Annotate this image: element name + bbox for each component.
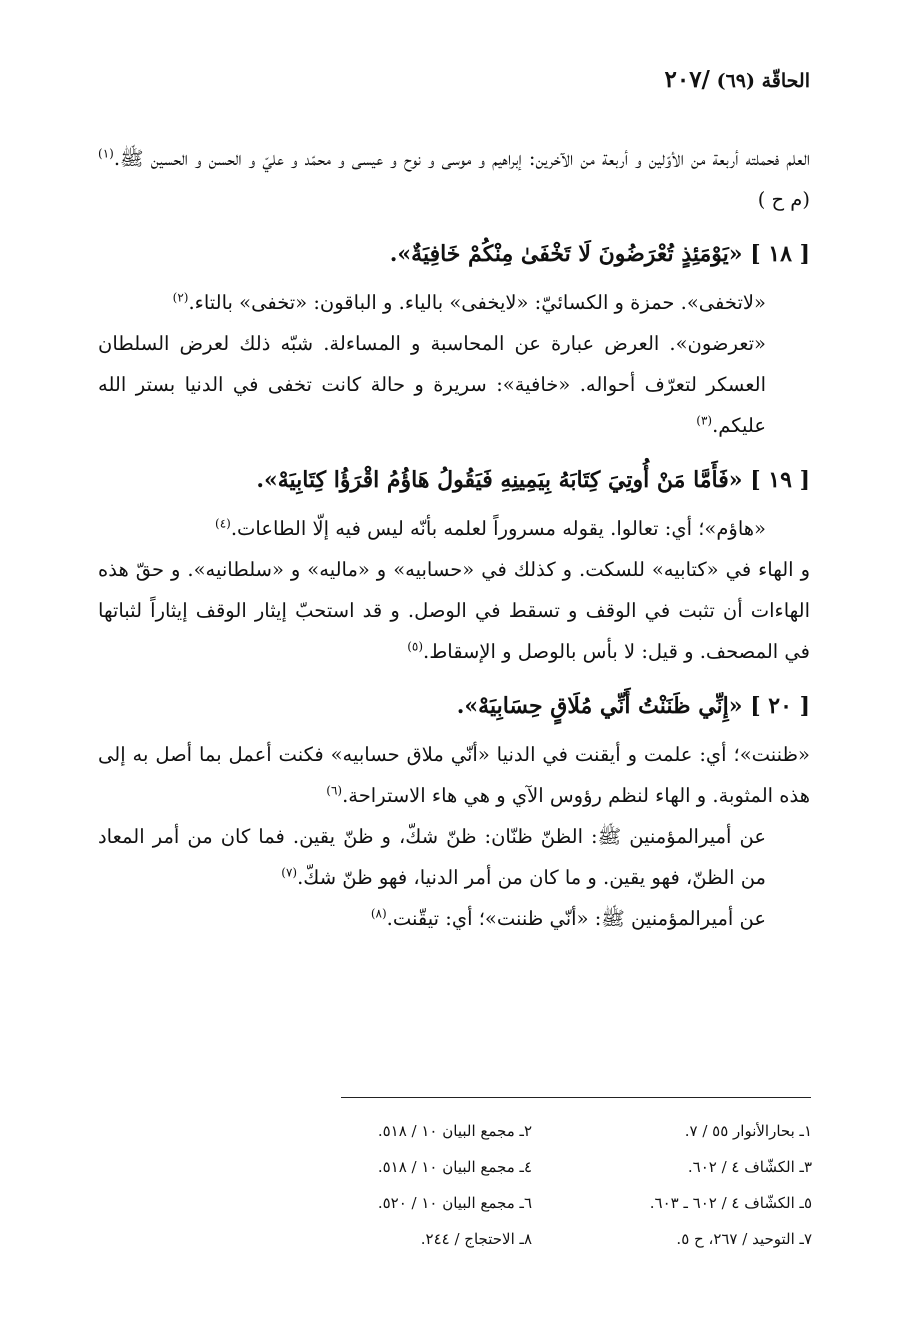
verse-number: [ ١٩ ] xyxy=(750,467,810,493)
footnote-ref: (٢) xyxy=(172,290,189,305)
footnote-item: ٧ـ التوحيد / ٢٦٧، ح ٥. xyxy=(676,1230,812,1248)
verse-heading xyxy=(98,684,810,728)
footnote-item: ٣ـ الكشّاف ٤ / ٦٠٢. xyxy=(687,1158,812,1176)
verse-text: «يَوْمَئِذٍ تُعْرَضُونَ لَا تَخْفَىٰ مِنْكُمْ خَافِيَةٌ». xyxy=(389,241,743,267)
paragraph-text: «ظننت»؛ أي: علمت و أيقنت في الدنيا «أنّي ملاق حسابيه» فكنت أعمل بما أصل به إلى هذه المثوبة. و الهاء لنظم رؤوس الآي و هي هاء الاستراحة. xyxy=(98,743,810,807)
paragraph-text: العلم فحملته أربعة من الأوّلين و أربعة من الآخرين: إبراهيم و موسى و نوح و عيسى و محمّد و عليّ و الحسن و الحسين ﷺ. xyxy=(113,147,810,170)
page-header xyxy=(90,66,810,93)
paragraph-text: و الهاء في «كتابيه» للسكت. و كذلك في «حسابيه» و «ماليه» و «سلطانيه». و حقّ هذه الهاءات أن تثبت في الوقف و تسقط في الوصل. و قد استحبّ إيثار الوقف إيثاراً لثباتها في المصحف. و قيل: لا بأس بالوصل و الإسقاط. xyxy=(98,558,810,663)
footnote-ref: (٧) xyxy=(281,865,298,880)
verse-heading xyxy=(98,458,810,502)
verse-heading xyxy=(98,232,810,276)
paragraph xyxy=(98,282,810,323)
paragraph xyxy=(98,816,810,898)
paragraph xyxy=(98,508,810,549)
footnote-ref: (٥) xyxy=(407,639,424,654)
paragraph-text: «هاؤم»؛ أي: تعالوا. يقوله مسروراً لعلمه بأنّه ليس فيه إلّا الطاعات. xyxy=(230,517,766,540)
footnote-item: ٥ـ الكشّاف ٤ / ٦٠٢ ـ ٦٠٣. xyxy=(649,1194,812,1212)
footnote-ref: (٨) xyxy=(370,906,387,921)
paragraph xyxy=(98,138,810,220)
paragraph-suffix: (م ح ) xyxy=(757,188,810,211)
paragraph-text: «تعرضون». العرض عبارة عن المحاسبة و المساءلة. شبّه ذلك لعرض السلطان العسكر لتعرّف أحواله. «خافية»: سريرة و حالة كانت تخفى في الدنيا بستر الله عليكم. xyxy=(98,332,766,437)
paragraph xyxy=(98,898,810,939)
footnote-item: ١ـ بحارالأنوار ٥٥ / ٧. xyxy=(684,1122,812,1140)
verse-number: [ ٢٠ ] xyxy=(750,693,810,719)
paragraph-text: عن أميرالمؤمنين ﷺ: «أنّي ظننت»؛ أي: تيقّنت. xyxy=(386,907,766,930)
verse-text: «فَأَمَّا مَنْ أُوتِيَ كِتَابَهُ بِيَمِينِهِ فَيَقُولُ هَاؤُمُ اقْرَؤُا كِتَابِيَهْ». xyxy=(256,467,743,493)
verse-text: «إِنِّي ظَنَنْتُ أَنِّي مُلَاقٍ حِسَابِيَهْ». xyxy=(456,693,743,719)
footnote-item: ٤ـ مجمع البيان ١٠ / ٥١٨. xyxy=(377,1158,532,1176)
page-number: /٢٠٧ xyxy=(664,66,710,93)
footnote-item: ٨ـ الاحتجاج / ٢٤٤. xyxy=(420,1230,532,1248)
paragraph-text: عن أميرالمؤمنين ﷺ: الظنّ ظنّان: ظنّ شكّ، و ظنّ يقين. فما كان من أمر المعاد من الظنّ، فهو يقين. و ما كان من أمر الدنيا، فهو ظنّ شكّ. xyxy=(98,825,766,889)
paragraph-text: «لاتخفى». حمزة و الكسائيّ: «لايخفى» بالياء. و الباقون: «تخفى» بالتاء. xyxy=(188,291,766,314)
footnote-item: ٢ـ مجمع البيان ١٠ / ٥١٨. xyxy=(377,1122,532,1140)
footnote-separator xyxy=(341,1097,811,1098)
footnote-ref: (٤) xyxy=(215,516,231,531)
footnote-ref: (٣) xyxy=(696,413,713,428)
footnote-ref: (١) xyxy=(98,146,114,161)
surah-label: الحاقّة (٦٩) xyxy=(716,70,810,92)
footnote-ref: (٦) xyxy=(326,783,343,798)
page-body xyxy=(98,138,810,939)
paragraph xyxy=(98,734,810,816)
footnotes xyxy=(292,1116,812,1254)
paragraph xyxy=(98,549,810,672)
paragraph xyxy=(98,323,810,446)
footnote-item: ٦ـ مجمع البيان ١٠ / ٥٢٠. xyxy=(377,1194,532,1212)
verse-number: [ ١٨ ] xyxy=(750,241,810,267)
